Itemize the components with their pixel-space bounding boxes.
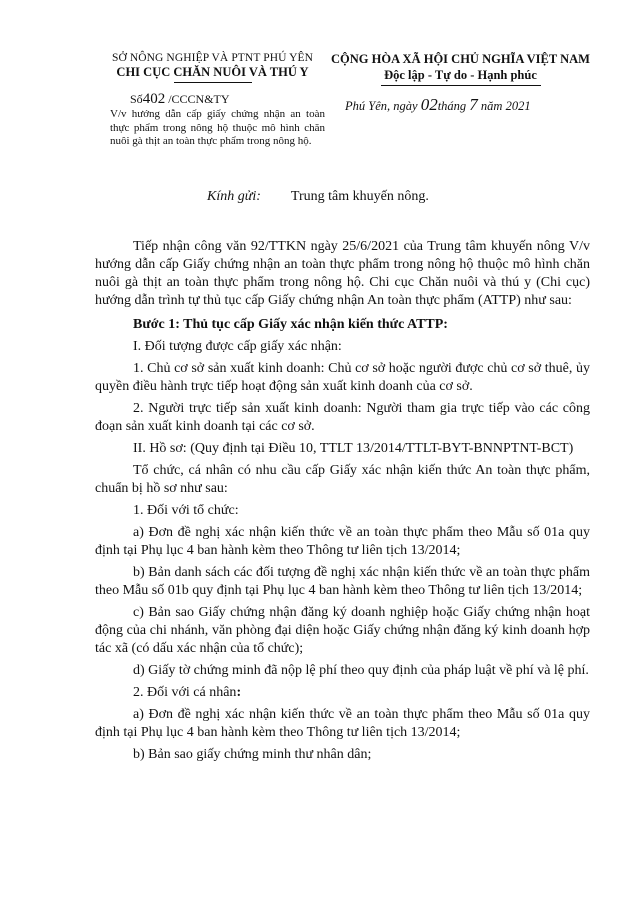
individual-item-a: a) Đơn đề nghị xác nhận kiến thức về an toàn thực phẩm theo Mẫu số 01a quy định tại Phụ lục 4 ban hành kèm theo Thông tư liên tịch 13/2014; — [95, 707, 590, 740]
individual-heading: 2. Đối với cá nhân: — [133, 685, 242, 700]
national-title: CỘNG HÒA XÃ HỘI CHỦ NGHĨA VIỆT NAM — [331, 52, 590, 66]
recipient-name: Trung tâm khuyến nông. — [290, 189, 429, 204]
recipient-label: Kính gửi: — [207, 189, 261, 204]
issuer-block — [95, 52, 330, 83]
intro-paragraph: Tiếp nhận công văn 92/TTKN ngày 25/6/2021 của Trung tâm khuyến nông V/v hướng dẫn cấp Giấy chứng nhận an toàn thực phẩm trong nông hộ thuộc mô hình chăn nuôi gà thịt an toàn thực phẩm trong nông hộ. Chi cục Chăn nuôi và thú y (Chi cục) hướng dẫn trình tự thủ tục cấp Giấy chứng nhận An toàn thực phẩm (ATTP) như sau: — [95, 239, 590, 308]
issuer-parent-org: SỞ NÔNG NGHIỆP VÀ PTNT PHÚ YÊN — [111, 52, 314, 64]
step-1-heading: Bước 1: Thủ tục cấp Giấy xác nhận kiến thức ATTP: — [133, 317, 448, 332]
individual-item-b: b) Bản sao giấy chứng minh thư nhân dân; — [133, 747, 372, 762]
date-month: 7 — [469, 95, 478, 114]
issue-date: Phú Yên, ngày 02tháng 7 năm 2021 — [345, 95, 531, 114]
section-2-intro: Tổ chức, cá nhân có nhu cầu cấp Giấy xác nhận kiến thức An toàn thực phẩm, chuẩn bị hồ sơ như sau: — [95, 463, 590, 496]
motto-underline — [381, 85, 541, 86]
document-number: Số402 /CCCN&TY — [130, 91, 230, 107]
org-item-a: a) Đơn đề nghị xác nhận kiến thức về an toàn thực phẩm theo Mẫu số 01a quy định tại Phụ lục 4 ban hành kèm theo Thông tư liên tịch 13/2014; — [95, 525, 590, 558]
org-item-c: c) Bản sao Giấy chứng nhận đăng ký doanh nghiệp hoặc Giấy chứng nhận hoạt động của chi nhánh, văn phòng đại diện hoặc Giấy chứng nhận đăng ký kinh doanh hợp tác xã (có dấu xác nhận của tổ chức); — [95, 605, 590, 656]
section-1-item-2: 2. Người trực tiếp sản xuất kinh doanh: Người tham gia trực tiếp vào các công đoạn sản xuất kinh doanh tại các cơ sở. — [95, 401, 590, 434]
document-number-value: 402 — [142, 91, 166, 107]
section-1-item-1: 1. Chủ cơ sở sản xuất kinh doanh: Chủ cơ sở hoặc người được chủ cơ sở thuê, ủy quyền điều hành trực tiếp hoạt động sản xuất kinh doanh của cơ sở. — [95, 361, 590, 394]
section-2-heading: II. Hồ sơ: (Quy định tại Điều 10, TTLT 13/2014/TTLT-BYT-BNNPTNT-BCT) — [133, 441, 574, 456]
issuer-org: CHI CỤC CHĂN NUÔI VÀ THÚ Y — [116, 65, 309, 79]
national-motto: Độc lập - Tự do - Hạnh phúc — [384, 68, 537, 82]
issuer-underline — [174, 82, 252, 83]
date-day: 02 — [420, 95, 438, 114]
org-heading: 1. Đối với tổ chức: — [133, 503, 239, 518]
org-item-d: d) Giấy tờ chứng minh đã nộp lệ phí theo quy định của pháp luật về phí và lệ phí. — [133, 663, 589, 678]
document-body — [95, 238, 590, 768]
document-subject: V/v hướng dẫn cấp giấy chứng nhận an toàn thực phẩm trong nông hộ thuộc mô hình chăn nuôi gà thịt an toàn thực phẩm trong nông hộ. — [110, 108, 325, 148]
recipient-line — [207, 189, 429, 205]
org-item-b: b) Bản danh sách các đối tượng đề nghị xác nhận kiến thức về an toàn thực phẩm theo Mẫu số 01b quy định tại Phụ lục 4 ban hành kèm theo Thông tư liên tịch 13/2014; — [95, 565, 590, 598]
national-header — [328, 52, 593, 86]
section-1-heading: I. Đối tượng được cấp giấy xác nhận: — [133, 339, 342, 354]
